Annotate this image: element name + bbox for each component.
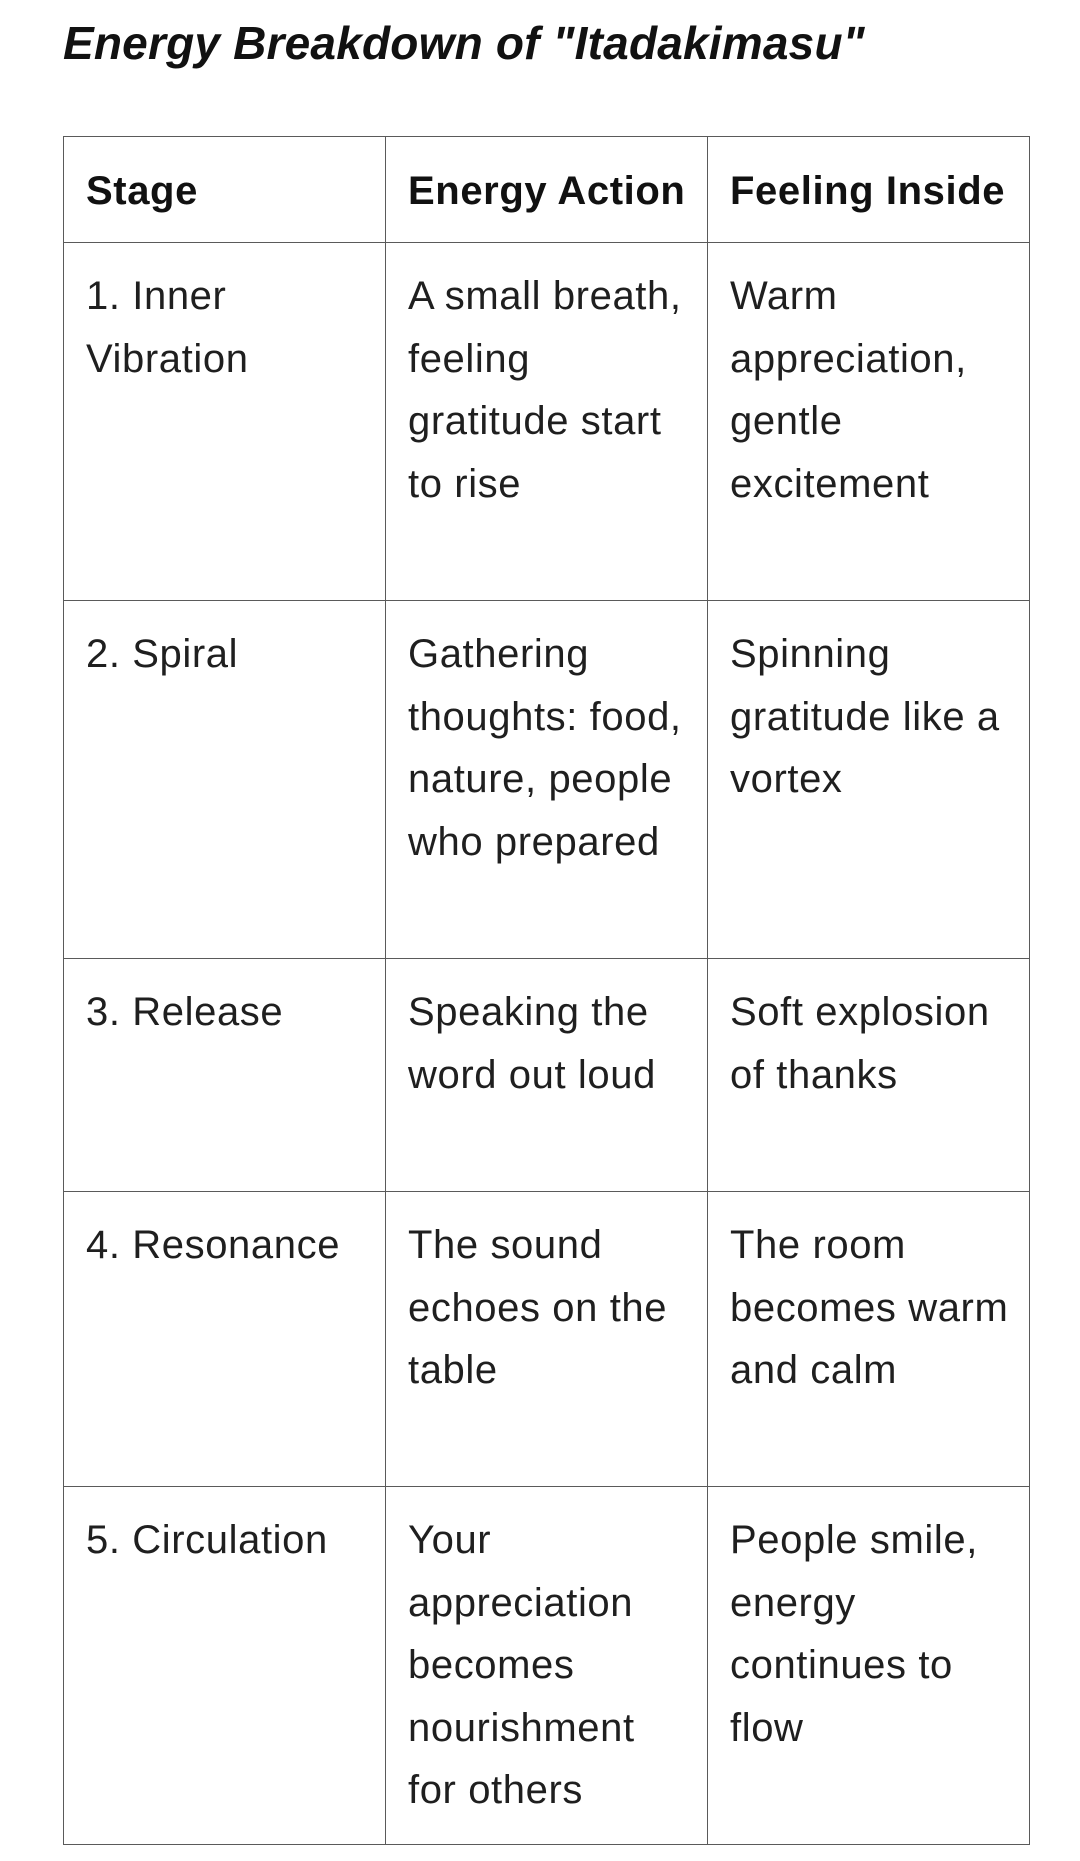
- energy-action-cell: Your appreciation becomes nourishment for others: [386, 1487, 708, 1845]
- energy-action-cell: Gathering thoughts: food, nature, people who prepared: [386, 601, 708, 959]
- feeling-inside-cell: The room becomes warm and calm: [708, 1192, 1030, 1487]
- feeling-inside-cell: Warm appreciation, gentle excitement: [708, 243, 1030, 601]
- energy-action-cell: A small breath, feeling gratitude start to rise: [386, 243, 708, 601]
- table-row: [64, 1487, 1030, 1845]
- column-header-feeling-inside: Feeling Inside: [708, 137, 1030, 243]
- stage-cell: 2. Spiral: [64, 601, 386, 959]
- stage-cell: 5. Circulation: [64, 1487, 386, 1845]
- table-header-row: [64, 137, 1030, 243]
- page-title: Energy Breakdown of "Itadakimasu": [63, 17, 865, 69]
- feeling-inside-cell: Soft explosion of thanks: [708, 959, 1030, 1192]
- table-row: [64, 959, 1030, 1192]
- table-row: [64, 1192, 1030, 1487]
- energy-breakdown-table: [63, 136, 1030, 1845]
- stage-cell: 4. Resonance: [64, 1192, 386, 1487]
- stage-cell: 3. Release: [64, 959, 386, 1192]
- energy-action-cell: Speaking the word out loud: [386, 959, 708, 1192]
- energy-action-cell: The sound echoes on the table: [386, 1192, 708, 1487]
- table-row: [64, 243, 1030, 601]
- feeling-inside-cell: People smile, energy continues to flow: [708, 1487, 1030, 1845]
- stage-cell: 1. Inner Vibration: [64, 243, 386, 601]
- column-header-energy-action: Energy Action: [386, 137, 708, 243]
- column-header-stage: Stage: [64, 137, 386, 243]
- feeling-inside-cell: Spinning gratitude like a vortex: [708, 601, 1030, 959]
- table-row: [64, 601, 1030, 959]
